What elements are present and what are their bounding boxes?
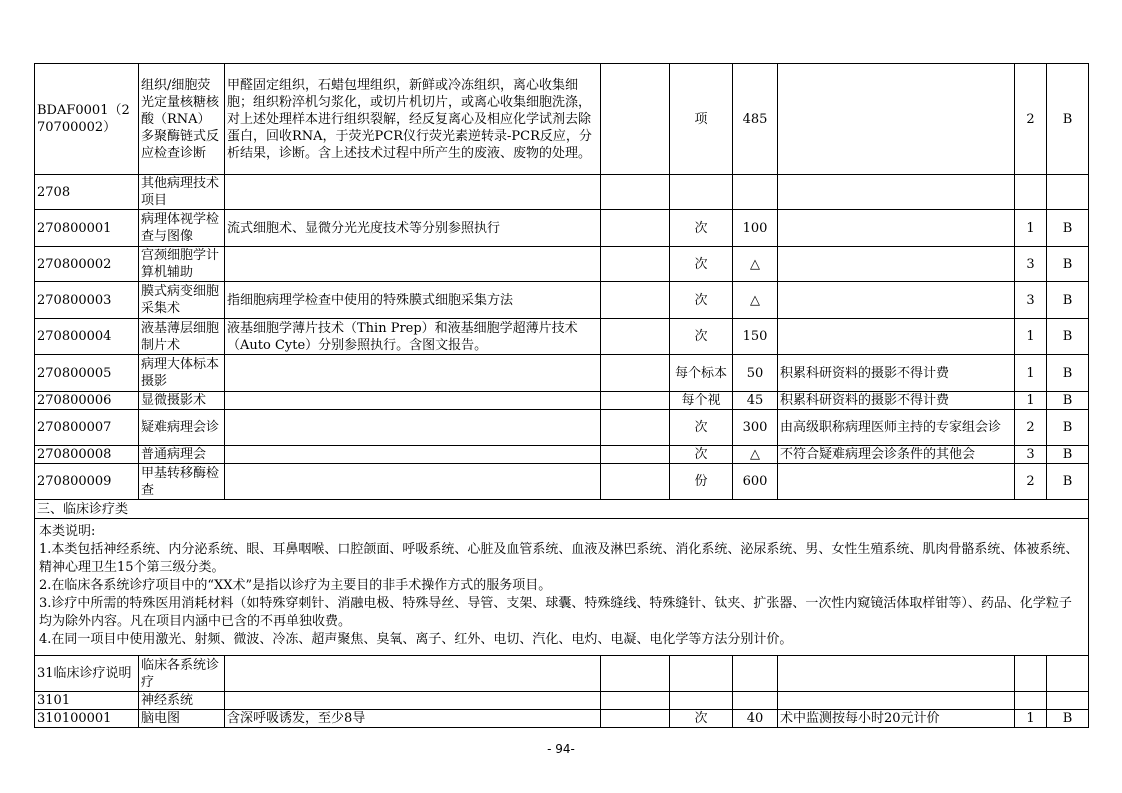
item-exclusions <box>601 64 670 175</box>
item-price: 300 <box>733 410 778 446</box>
item-price: 45 <box>733 392 778 410</box>
item-name: 脑电图 <box>139 710 225 728</box>
item-price <box>733 175 778 210</box>
item-content <box>225 464 601 500</box>
item-unit: 项 <box>670 64 733 175</box>
item-class: B <box>1047 710 1089 728</box>
item-name: 其他病理技术项目 <box>139 175 225 210</box>
item-content: 流式细胞术、显微分光光度技术等分别参照执行 <box>225 210 601 247</box>
item-class: B <box>1047 64 1089 175</box>
fee-schedule-table <box>34 63 1089 728</box>
item-code: 270800006 <box>35 392 139 410</box>
item-price: 50 <box>733 355 778 392</box>
item-remark <box>778 692 1015 710</box>
category-notes <box>35 519 1089 656</box>
table-row <box>35 656 1089 692</box>
item-unit: 每个标本 <box>670 355 733 392</box>
item-code: 270800001 <box>35 210 139 247</box>
item-code: 270800007 <box>35 410 139 446</box>
item-class: B <box>1047 392 1089 410</box>
table-row <box>35 282 1089 319</box>
item-level <box>1015 175 1047 210</box>
item-name: 宫颈细胞学计算机辅助 <box>139 247 225 282</box>
item-class <box>1047 656 1089 692</box>
item-level: 2 <box>1015 464 1047 500</box>
item-price: 150 <box>733 319 778 355</box>
section-title: 三、临床诊疗类 <box>35 500 1089 519</box>
item-level <box>1015 692 1047 710</box>
item-code: 270800002 <box>35 247 139 282</box>
item-level <box>1015 656 1047 692</box>
item-name: 组织/细胞荧光定量核糖核酸（RNA）多聚酶链式反应检查诊断 <box>139 64 225 175</box>
item-content <box>225 355 601 392</box>
item-code: 310100001 <box>35 710 139 728</box>
item-code: 31临床诊疗说明 <box>35 656 139 692</box>
item-exclusions <box>601 319 670 355</box>
item-remark <box>778 282 1015 319</box>
item-exclusions <box>601 464 670 500</box>
item-unit: 次 <box>670 710 733 728</box>
table-row <box>35 210 1089 247</box>
item-level: 1 <box>1015 319 1047 355</box>
item-level: 3 <box>1015 446 1047 464</box>
item-remark <box>778 247 1015 282</box>
item-level: 1 <box>1015 355 1047 392</box>
item-price: △ <box>733 446 778 464</box>
item-exclusions <box>601 692 670 710</box>
item-remark <box>778 175 1015 210</box>
item-remark: 不符合疑难病理会诊条件的其他会 <box>778 446 1015 464</box>
item-exclusions <box>601 355 670 392</box>
table-row <box>35 410 1089 446</box>
item-remark <box>778 319 1015 355</box>
item-class: B <box>1047 210 1089 247</box>
item-level: 3 <box>1015 247 1047 282</box>
item-code: 270800005 <box>35 355 139 392</box>
item-content <box>225 392 601 410</box>
item-code: 2708 <box>35 175 139 210</box>
table-row <box>35 692 1089 710</box>
item-code: 3101 <box>35 692 139 710</box>
item-level: 1 <box>1015 392 1047 410</box>
item-unit <box>670 175 733 210</box>
table-row <box>35 392 1089 410</box>
item-class: B <box>1047 247 1089 282</box>
item-remark <box>778 656 1015 692</box>
table-row <box>35 247 1089 282</box>
item-content <box>225 175 601 210</box>
table-row <box>35 710 1089 728</box>
item-remark: 术中监测按每小时20元计价 <box>778 710 1015 728</box>
item-content <box>225 656 601 692</box>
item-remark <box>778 64 1015 175</box>
item-content <box>225 247 601 282</box>
item-exclusions <box>601 656 670 692</box>
item-exclusions <box>601 175 670 210</box>
item-code: 270800004 <box>35 319 139 355</box>
item-class: B <box>1047 319 1089 355</box>
item-remark <box>778 210 1015 247</box>
item-level: 3 <box>1015 282 1047 319</box>
item-unit: 次 <box>670 410 733 446</box>
table-row <box>35 319 1089 355</box>
item-price: 600 <box>733 464 778 500</box>
table-row <box>35 464 1089 500</box>
table-row <box>35 175 1089 210</box>
item-unit: 次 <box>670 247 733 282</box>
item-price: △ <box>733 247 778 282</box>
item-price <box>733 656 778 692</box>
item-class: B <box>1047 464 1089 500</box>
item-level: 2 <box>1015 64 1047 175</box>
item-exclusions <box>601 446 670 464</box>
item-name: 甲基转移酶检查 <box>139 464 225 500</box>
item-level: 1 <box>1015 210 1047 247</box>
table-row <box>35 446 1089 464</box>
item-price: 100 <box>733 210 778 247</box>
table-row <box>35 355 1089 392</box>
item-name: 液基薄层细胞制片术 <box>139 319 225 355</box>
item-unit <box>670 656 733 692</box>
item-name: 病理体视学检查与图像 <box>139 210 225 247</box>
item-exclusions <box>601 282 670 319</box>
page-number: - 94- <box>547 742 575 756</box>
item-exclusions <box>601 710 670 728</box>
item-class <box>1047 175 1089 210</box>
item-unit <box>670 692 733 710</box>
item-unit: 份 <box>670 464 733 500</box>
item-class: B <box>1047 355 1089 392</box>
item-name: 显微摄影术 <box>139 392 225 410</box>
item-code: 270800009 <box>35 464 139 500</box>
item-level: 1 <box>1015 710 1047 728</box>
notes-row <box>35 519 1089 656</box>
table-row <box>35 64 1089 175</box>
item-remark: 由高级职称病理医师主持的专家组会诊 <box>778 410 1015 446</box>
item-class: B <box>1047 282 1089 319</box>
item-remark: 积累科研资料的摄影不得计费 <box>778 392 1015 410</box>
item-content: 指细胞病理学检查中使用的特殊膜式细胞采集方法 <box>225 282 601 319</box>
item-content <box>225 692 601 710</box>
item-exclusions <box>601 392 670 410</box>
item-price: 40 <box>733 710 778 728</box>
item-price: 485 <box>733 64 778 175</box>
item-code: 270800003 <box>35 282 139 319</box>
item-exclusions <box>601 210 670 247</box>
item-name: 病理大体标本摄影 <box>139 355 225 392</box>
item-code: 270800008 <box>35 446 139 464</box>
note-line: 1.本类包括神经系统、内分泌系统、眼、耳鼻咽喉、口腔颌面、呼吸系统、心脏及血管系统、血液及淋巴系统、消化系统、泌尿系统、男、女性生殖系统、肌肉骨骼系统、体被系统、精神心理卫生15个第三级分类。 <box>39 542 1079 575</box>
item-exclusions <box>601 247 670 282</box>
item-price: △ <box>733 282 778 319</box>
notes-heading: 本类说明: <box>39 524 96 539</box>
item-level: 2 <box>1015 410 1047 446</box>
item-name: 膜式病变细胞采集术 <box>139 282 225 319</box>
item-name: 临床各系统诊疗 <box>139 656 225 692</box>
item-name: 普通病理会 <box>139 446 225 464</box>
section-row <box>35 500 1089 519</box>
note-line: 3.诊疗中所需的特殊医用消耗材料（如特殊穿刺针、消融电极、特殊导丝、导管、支架、球囊、特殊缝线、特殊缝针、钛夹、扩张器、一次性内窥镜活体取样钳等）、药品、化学粒子均为除外内容。凡在项目内涵中已含的不再单独收费。 <box>39 596 1072 629</box>
item-content <box>225 410 601 446</box>
item-code: BDAF0001（270700002） <box>35 64 139 175</box>
item-price <box>733 692 778 710</box>
item-content <box>225 446 601 464</box>
item-name: 神经系统 <box>139 692 225 710</box>
item-exclusions <box>601 410 670 446</box>
item-name: 疑难病理会诊 <box>139 410 225 446</box>
item-class: B <box>1047 410 1089 446</box>
item-class <box>1047 692 1089 710</box>
note-line: 4.在同一项目中使用激光、射频、微波、冷冻、超声聚焦、臭氧、离子、红外、电切、汽化、电灼、电凝、电化学等方法分别计价。 <box>39 632 793 647</box>
item-remark <box>778 464 1015 500</box>
item-class: B <box>1047 446 1089 464</box>
item-unit: 次 <box>670 446 733 464</box>
item-unit: 每个视 <box>670 392 733 410</box>
item-unit: 次 <box>670 210 733 247</box>
item-remark: 积累科研资料的摄影不得计费 <box>778 355 1015 392</box>
item-content: 含深呼吸诱发，至少8导 <box>225 710 601 728</box>
item-content: 甲醛固定组织，石蜡包埋组织，新鲜或冷冻组织，离心收集细胞；组织粉淬机匀浆化，或切片机切片，或离心收集细胞洗涤，对上述处理样本进行组织裂解，经反复离心及相应化学试剂去除蛋白，回收RNA，于荧光PCR仪行荧光素逆转录-PCR反应，分析结果，诊断。含上述技术过程中所产生的废液、废物的处理。 <box>225 64 601 175</box>
note-line: 2.在临床各系统诊疗项目中的“XX术”是指以诊疗为主要目的非手术操作方式的服务项目。 <box>39 578 552 593</box>
item-unit: 次 <box>670 319 733 355</box>
item-content: 液基细胞学薄片技术（Thin Prep）和液基细胞学超薄片技术（Auto Cyte）分别参照执行。含图文报告。 <box>225 319 601 355</box>
item-unit: 次 <box>670 282 733 319</box>
